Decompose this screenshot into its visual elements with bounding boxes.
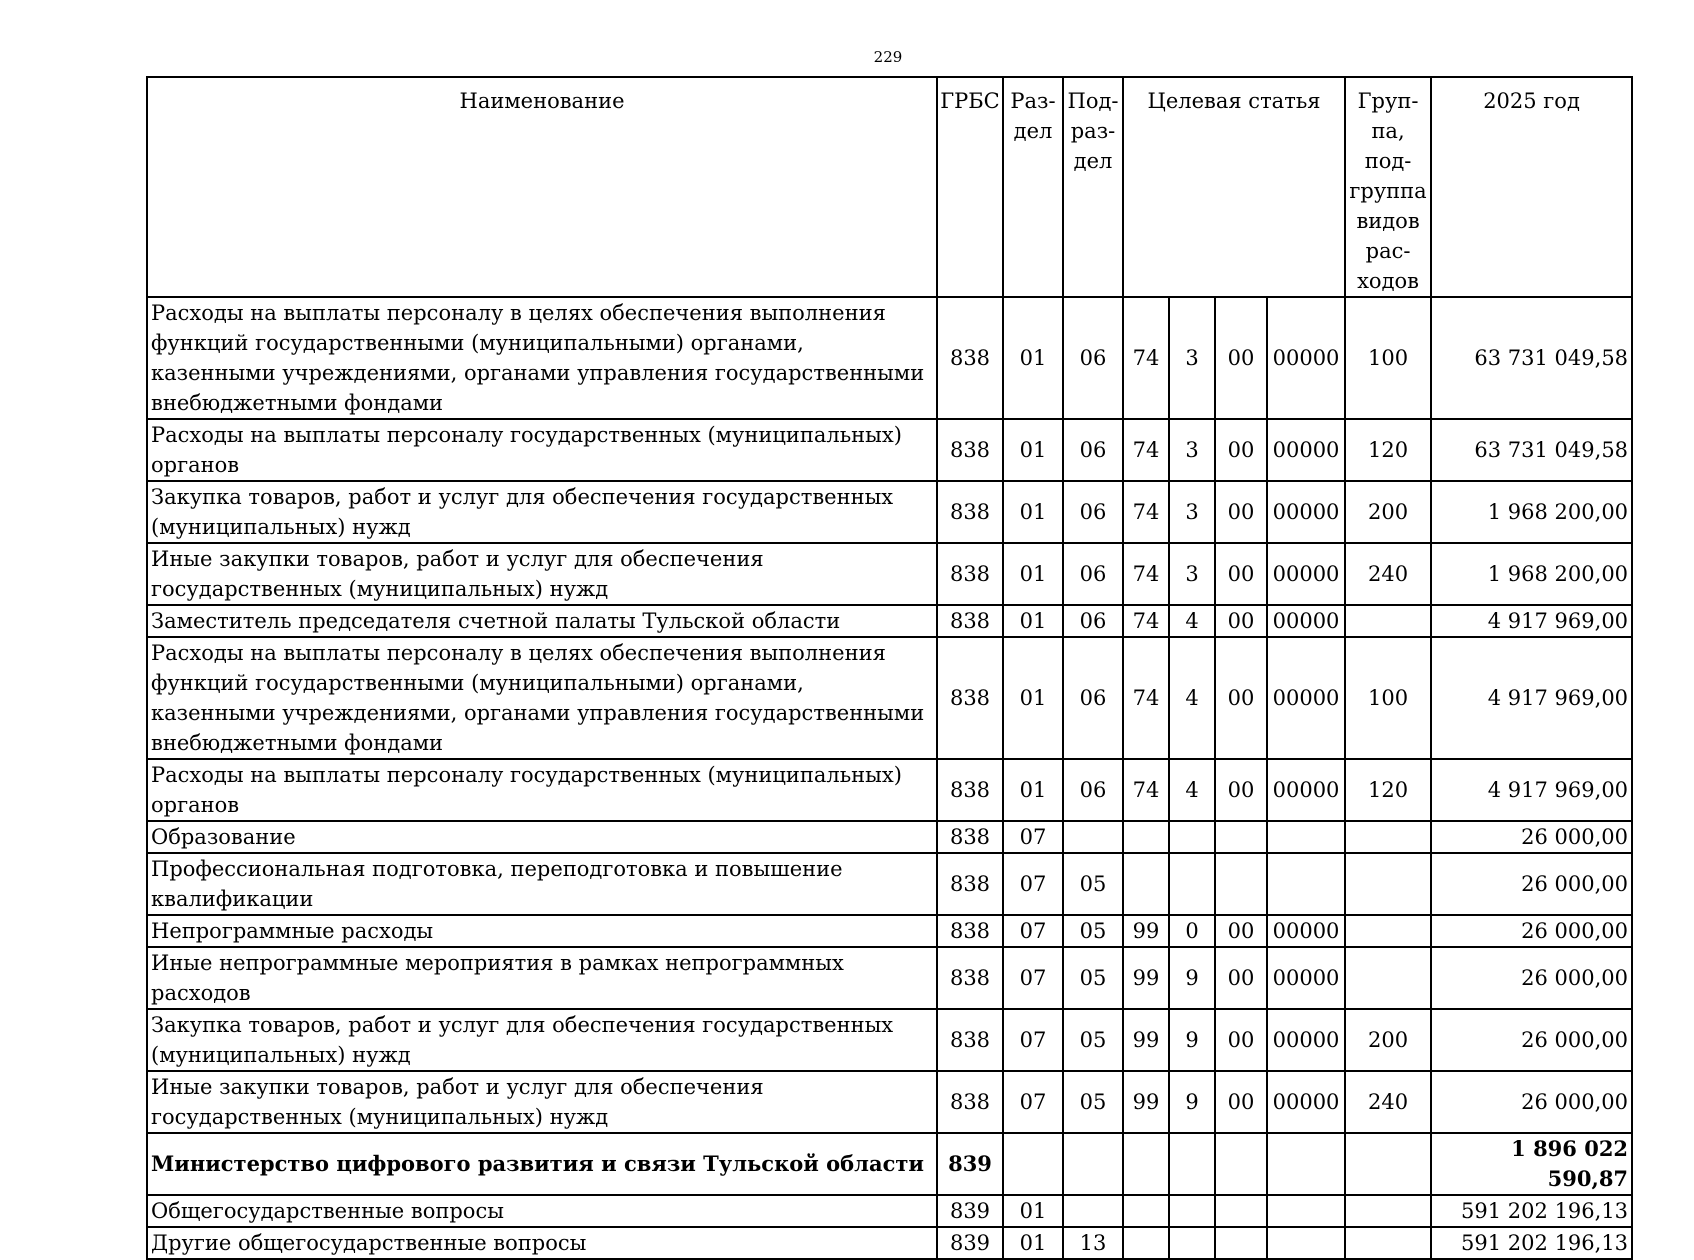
row-sum: 63 731 049,58	[1431, 419, 1632, 481]
row-sum: 4 917 969,00	[1431, 637, 1632, 759]
row-sum: 4 917 969,00	[1431, 605, 1632, 637]
row-podrazdel: 06	[1063, 419, 1123, 481]
row-target-program: 74	[1123, 419, 1169, 481]
row-razdel: 01	[1003, 297, 1063, 419]
row-target-direction: 00000	[1267, 605, 1345, 637]
row-razdel: 01	[1003, 419, 1063, 481]
row-group: 240	[1345, 1071, 1431, 1133]
table-row	[147, 915, 1632, 947]
header-year: 2025 год	[1431, 77, 1632, 297]
table-row	[147, 759, 1632, 821]
row-target-direction: 00000	[1267, 947, 1345, 1009]
row-grbs: 838	[937, 1009, 1003, 1071]
row-group: 120	[1345, 419, 1431, 481]
row-target-event: 00	[1215, 543, 1267, 605]
row-grbs: 838	[937, 853, 1003, 915]
row-target-direction	[1267, 821, 1345, 853]
row-target-event: 00	[1215, 947, 1267, 1009]
row-grbs: 838	[937, 481, 1003, 543]
row-razdel: 01	[1003, 481, 1063, 543]
row-sum: 26 000,00	[1431, 821, 1632, 853]
row-razdel: 01	[1003, 637, 1063, 759]
row-podrazdel: 06	[1063, 543, 1123, 605]
row-razdel: 07	[1003, 915, 1063, 947]
row-target-sub: 0	[1169, 915, 1215, 947]
row-group	[1345, 1133, 1431, 1195]
header-name: Наименование	[147, 77, 937, 297]
row-grbs: 838	[937, 419, 1003, 481]
row-grbs: 838	[937, 1071, 1003, 1133]
row-group	[1345, 605, 1431, 637]
row-target-program	[1123, 1227, 1169, 1259]
row-target-program: 74	[1123, 637, 1169, 759]
row-group: 120	[1345, 759, 1431, 821]
row-target-event	[1215, 1133, 1267, 1195]
row-razdel: 01	[1003, 1227, 1063, 1259]
row-target-program: 74	[1123, 605, 1169, 637]
row-target-direction: 00000	[1267, 543, 1345, 605]
row-target-program: 74	[1123, 543, 1169, 605]
row-target-sub: 9	[1169, 1009, 1215, 1071]
row-target-sub: 9	[1169, 1071, 1215, 1133]
table-row	[147, 419, 1632, 481]
row-name: Расходы на выплаты персоналу в целях обеспечения выполнения функций государственными (муниципальными) органами, казенными учреждениями, органами управления государственными внебюджетными фондами	[147, 637, 937, 759]
row-target-program	[1123, 853, 1169, 915]
row-podrazdel: 05	[1063, 1071, 1123, 1133]
row-group: 100	[1345, 637, 1431, 759]
row-razdel: 01	[1003, 605, 1063, 637]
row-target-direction: 00000	[1267, 1071, 1345, 1133]
row-name: Непрограммные расходы	[147, 915, 937, 947]
row-name: Заместитель председателя счетной палаты Тульской области	[147, 605, 937, 637]
table-row	[147, 481, 1632, 543]
table-row	[147, 1071, 1632, 1133]
budget-table	[146, 76, 1633, 1260]
row-group	[1345, 853, 1431, 915]
row-group	[1345, 947, 1431, 1009]
row-razdel: 07	[1003, 853, 1063, 915]
row-group: 200	[1345, 481, 1431, 543]
page-number: 229	[873, 48, 903, 66]
row-target-sub: 3	[1169, 543, 1215, 605]
row-razdel: 01	[1003, 543, 1063, 605]
row-grbs: 838	[937, 915, 1003, 947]
row-sum: 26 000,00	[1431, 1009, 1632, 1071]
row-target-sub: 9	[1169, 947, 1215, 1009]
row-podrazdel: 06	[1063, 481, 1123, 543]
row-target-direction	[1267, 1227, 1345, 1259]
row-group	[1345, 1227, 1431, 1259]
row-podrazdel	[1063, 821, 1123, 853]
row-grbs: 838	[937, 947, 1003, 1009]
row-name: Иные закупки товаров, работ и услуг для обеспечения государственных (муниципальных) нужд	[147, 1071, 937, 1133]
row-grbs: 838	[937, 759, 1003, 821]
row-target-program: 99	[1123, 1009, 1169, 1071]
row-sum: 26 000,00	[1431, 915, 1632, 947]
row-target-event: 00	[1215, 1071, 1267, 1133]
row-target-program	[1123, 821, 1169, 853]
row-sum: 591 202 196,13	[1431, 1195, 1632, 1227]
row-sum: 1 968 200,00	[1431, 481, 1632, 543]
row-target-program	[1123, 1133, 1169, 1195]
row-target-event	[1215, 1227, 1267, 1259]
row-podrazdel: 06	[1063, 605, 1123, 637]
row-razdel	[1003, 1133, 1063, 1195]
table-row	[147, 637, 1632, 759]
row-name: Закупка товаров, работ и услуг для обеспечения государственных (муниципальных) нужд	[147, 481, 937, 543]
row-group	[1345, 915, 1431, 947]
row-target-event: 00	[1215, 915, 1267, 947]
row-target-sub	[1169, 853, 1215, 915]
row-target-event: 00	[1215, 297, 1267, 419]
row-target-event: 00	[1215, 481, 1267, 543]
row-podrazdel: 05	[1063, 1009, 1123, 1071]
row-target-event	[1215, 853, 1267, 915]
row-sum: 591 202 196,13	[1431, 1227, 1632, 1259]
row-group: 100	[1345, 297, 1431, 419]
row-grbs: 838	[937, 637, 1003, 759]
header-target: Целевая статья	[1123, 77, 1345, 297]
row-name: Расходы на выплаты персоналу государственных (муниципальных) органов	[147, 419, 937, 481]
header-grbs: ГРБС	[937, 77, 1003, 297]
row-target-sub	[1169, 1133, 1215, 1195]
row-razdel: 07	[1003, 1071, 1063, 1133]
row-target-sub: 3	[1169, 419, 1215, 481]
row-target-event: 00	[1215, 1009, 1267, 1071]
row-podrazdel: 13	[1063, 1227, 1123, 1259]
row-razdel: 07	[1003, 821, 1063, 853]
header-row	[147, 77, 1632, 297]
row-target-event: 00	[1215, 759, 1267, 821]
header-razdel: Раз- дел	[1003, 77, 1063, 297]
row-group: 240	[1345, 543, 1431, 605]
row-target-sub: 4	[1169, 605, 1215, 637]
row-grbs: 838	[937, 605, 1003, 637]
row-target-program: 74	[1123, 297, 1169, 419]
row-target-sub: 4	[1169, 637, 1215, 759]
row-target-program: 99	[1123, 915, 1169, 947]
row-target-program: 74	[1123, 759, 1169, 821]
row-target-direction	[1267, 853, 1345, 915]
row-target-direction: 00000	[1267, 915, 1345, 947]
row-grbs: 839	[937, 1195, 1003, 1227]
table-row	[147, 297, 1632, 419]
row-target-sub: 4	[1169, 759, 1215, 821]
row-target-sub: 3	[1169, 297, 1215, 419]
row-razdel: 07	[1003, 1009, 1063, 1071]
row-target-program: 99	[1123, 1071, 1169, 1133]
row-podrazdel: 05	[1063, 947, 1123, 1009]
row-target-event: 00	[1215, 637, 1267, 759]
row-group	[1345, 821, 1431, 853]
row-sum: 26 000,00	[1431, 853, 1632, 915]
row-sum: 4 917 969,00	[1431, 759, 1632, 821]
row-razdel: 01	[1003, 1195, 1063, 1227]
row-target-event: 00	[1215, 419, 1267, 481]
table-row	[147, 1009, 1632, 1071]
row-target-program: 74	[1123, 481, 1169, 543]
row-target-direction: 00000	[1267, 481, 1345, 543]
row-name: Иные закупки товаров, работ и услуг для обеспечения государственных (муниципальных) нужд	[147, 543, 937, 605]
row-name: Другие общегосударственные вопросы	[147, 1227, 937, 1259]
row-name: Расходы на выплаты персоналу государственных (муниципальных) органов	[147, 759, 937, 821]
row-name: Иные непрограммные мероприятия в рамках непрограммных расходов	[147, 947, 937, 1009]
table-row	[147, 543, 1632, 605]
table-row	[147, 821, 1632, 853]
row-podrazdel	[1063, 1133, 1123, 1195]
row-grbs: 838	[937, 821, 1003, 853]
table-row	[147, 605, 1632, 637]
row-target-direction: 00000	[1267, 759, 1345, 821]
table-row	[147, 1227, 1632, 1259]
row-podrazdel: 06	[1063, 297, 1123, 419]
row-name: Министерство цифрового развития и связи Тульской области	[147, 1133, 937, 1195]
row-target-direction	[1267, 1133, 1345, 1195]
row-target-event	[1215, 821, 1267, 853]
row-target-sub	[1169, 821, 1215, 853]
row-group: 200	[1345, 1009, 1431, 1071]
row-target-sub: 3	[1169, 481, 1215, 543]
row-target-direction: 00000	[1267, 419, 1345, 481]
row-razdel: 07	[1003, 947, 1063, 1009]
table-row-ministry	[147, 1133, 1632, 1195]
row-sum: 26 000,00	[1431, 1071, 1632, 1133]
row-name: Закупка товаров, работ и услуг для обеспечения государственных (муниципальных) нужд	[147, 1009, 937, 1071]
row-sum: 1 968 200,00	[1431, 543, 1632, 605]
row-podrazdel: 06	[1063, 759, 1123, 821]
row-name: Профессиональная подготовка, переподготовка и повышение квалификации	[147, 853, 937, 915]
row-podrazdel: 05	[1063, 915, 1123, 947]
row-target-event: 00	[1215, 605, 1267, 637]
table-row	[147, 853, 1632, 915]
row-sum: 1 896 022 590,87	[1431, 1133, 1632, 1195]
header-group: Груп- па, под- группа видов рас- ходов	[1345, 77, 1431, 297]
table-row	[147, 947, 1632, 1009]
row-target-program: 99	[1123, 947, 1169, 1009]
row-sum: 26 000,00	[1431, 947, 1632, 1009]
row-name: Образование	[147, 821, 937, 853]
row-target-direction: 00000	[1267, 1009, 1345, 1071]
row-grbs: 838	[937, 297, 1003, 419]
row-target-sub	[1169, 1227, 1215, 1259]
row-grbs: 838	[937, 543, 1003, 605]
header-podrazdel: Под- раз- дел	[1063, 77, 1123, 297]
row-podrazdel: 05	[1063, 853, 1123, 915]
row-target-direction: 00000	[1267, 297, 1345, 419]
row-sum: 63 731 049,58	[1431, 297, 1632, 419]
row-podrazdel: 06	[1063, 637, 1123, 759]
row-name: Общегосударственные вопросы	[147, 1195, 937, 1227]
row-grbs: 839	[937, 1133, 1003, 1195]
row-target-direction: 00000	[1267, 637, 1345, 759]
row-grbs: 839	[937, 1227, 1003, 1259]
row-name: Расходы на выплаты персоналу в целях обеспечения выполнения функций государственными (муниципальными) органами, казенными учреждениями, органами управления государственными внебюджетными фондами	[147, 297, 937, 419]
row-razdel: 01	[1003, 759, 1063, 821]
